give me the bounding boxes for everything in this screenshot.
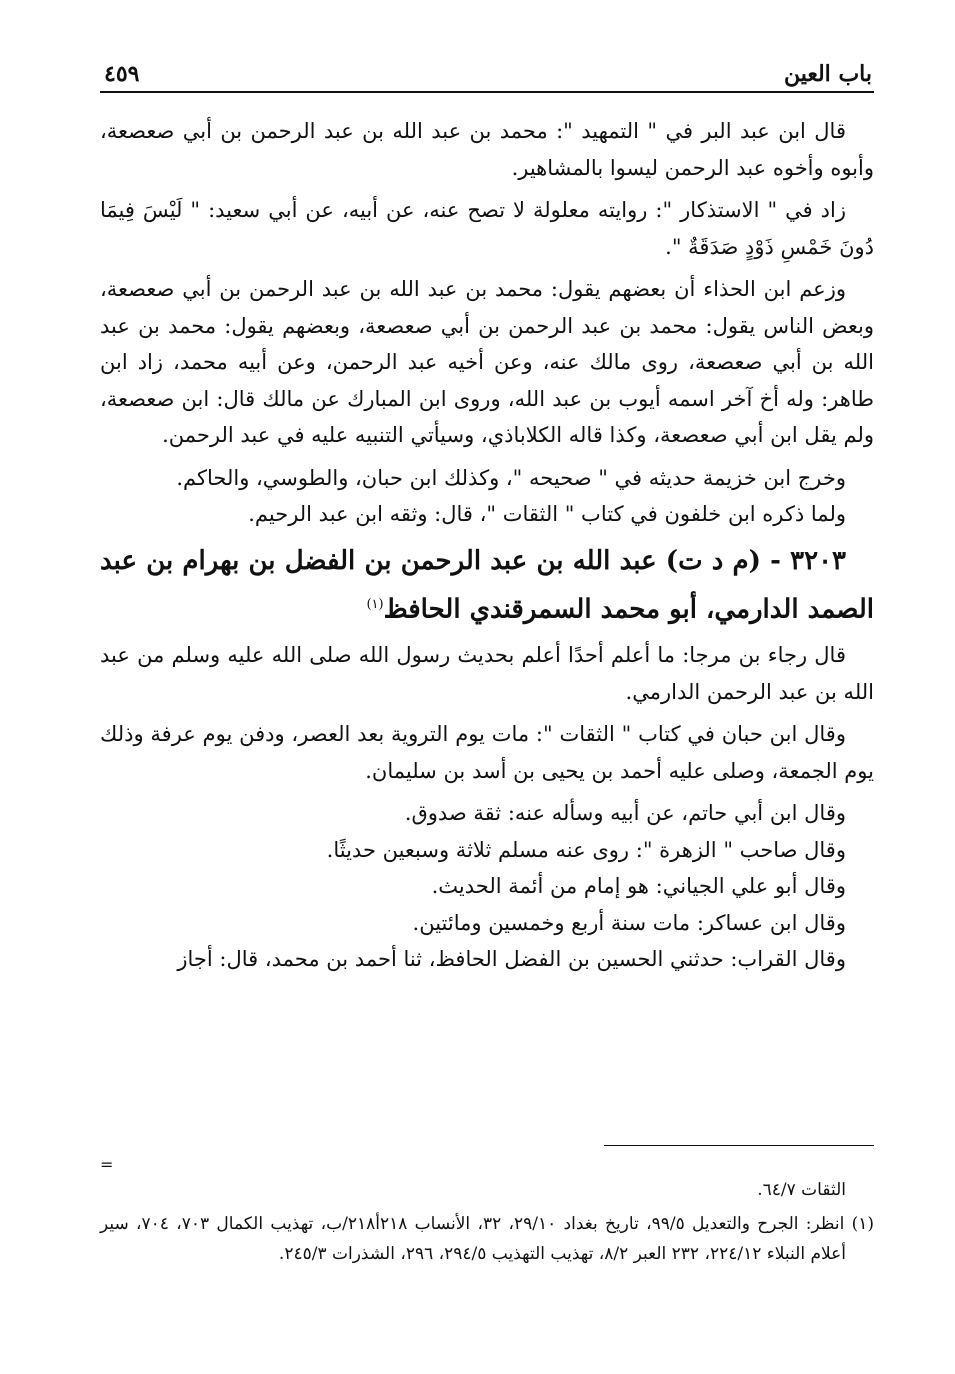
chapter-title: باب العين (783, 61, 872, 87)
entry-heading (100, 539, 874, 632)
paragraph: وخرج ابن خزيمة حديثه في " صحيحه "، وكذلك ابن حبان، والطوسي، والحاكم. (176, 465, 846, 490)
footnote-1: (١) انظر: الجرح والتعديل ٩٩/٥، تاريخ بغداد ٢٩/١٠، ٣٢، الأنساب ٢١٨أ٢١٨/ب، تهذيب الكمال ٧٠٣، ٧٠٤، سير أعلام النبلاء ٢٢٤/١٢، ٢٣٢ العبر ٨/٢، تهذيب التهذيب ٢٩٤/٥، ٢٩٦، الشذرات ٢٤٥/٣. (100, 1214, 875, 1264)
footnote-separator (604, 1145, 874, 1146)
footnote-continuation: الثقات ٦٤/٧. (757, 1180, 846, 1200)
paragraph: قال ابن عبد البر في " التمهيد ": محمد بن عبد الله بن عبد الرحمن بن أبي صعصعة، وأبوه وأخوه عبد الرحمن ليسوا بالمشاهير. (100, 119, 874, 180)
paragraph: وقال ابن حبان في كتاب " الثقات ": مات يوم التروية بعد العصر، ودفن يوم عرفة وذلك يوم الجمعة، وصلى عليه أحمد بن يحيى بن أسد بن سليمان. (100, 722, 874, 783)
main-text (100, 113, 874, 984)
paragraph: وقال صاحب " الزهرة ": روى عنه مسلم ثلاثة وسبعين حديثًا. (326, 837, 846, 862)
running-header (100, 55, 874, 93)
paragraph: وقال القراب: حدثني الحسين بن الفضل الحافظ، ثنا أحمد بن محمد، قال: أجاز (177, 947, 846, 972)
footnote-continuation-mark: = (100, 1155, 114, 1174)
paragraph: وقال ابن أبي حاتم، عن أبيه وسأله عنه: ثقة صدوق. (404, 801, 846, 826)
paragraph: زاد في " الاستذكار ": روايته معلولة لا تصح عنه، عن أبيه، عن أبي سعيد: " لَيْسَ فِيمَا دُونَ خَمْسِ ذَوْدٍ صَدَقَةٌ ". (100, 198, 874, 259)
paragraph: وقال أبو علي الجياني: هو إمام من أئمة الحديث. (431, 874, 846, 899)
footnotes (100, 1175, 874, 1273)
entry-heading-text: ٣٢٠٣ - (م د ت) عبد الله بن عبد الرحمن بن الفضل بن بهرام بن عبد الصمد الدارمي، أبو محمد السمرقندي الحافظ (100, 545, 874, 625)
book-page (100, 55, 874, 1345)
paragraph: قال رجاء بن مرجا: ما أعلم أحدًا أعلم بحديث رسول الله صلى الله عليه وسلم من عبد الله بن عبد الرحمن الدارمي. (100, 643, 874, 704)
footnote-reference: (١) (366, 596, 384, 612)
page-number: ٤٥٩ (104, 61, 140, 87)
paragraph: وقال ابن عساكر: مات سنة أربع وخمسين ومائتين. (412, 910, 846, 935)
paragraph: ولما ذكره ابن خلفون في كتاب " الثقات "، قال: وثقه ابن عبد الرحيم. (248, 502, 846, 526)
paragraph: وزعم ابن الحذاء أن بعضهم يقول: محمد بن عبد الله بن عبد الرحمن بن أبي صعصعة، وبعض الناس يقول: محمد بن عبد الرحمن بن أبي صعصعة، وبعضهم يقول: محمد بن عبد الله بن أبي صعصعة، روى مالك عنه، وعن أخيه عبد الرحمن، وعن أبيه محمد، زاد ابن طاهر: وله أخ آخر اسمه أيوب بن عبد الله، وروى ابن المبارك عن مالك قال: ابن صعصعة، ولم يقل ابن أبي صعصعة، وكذا قاله الكلاباذي، وسيأتي التنبيه عليه في عبد الرحمن. (100, 277, 874, 447)
